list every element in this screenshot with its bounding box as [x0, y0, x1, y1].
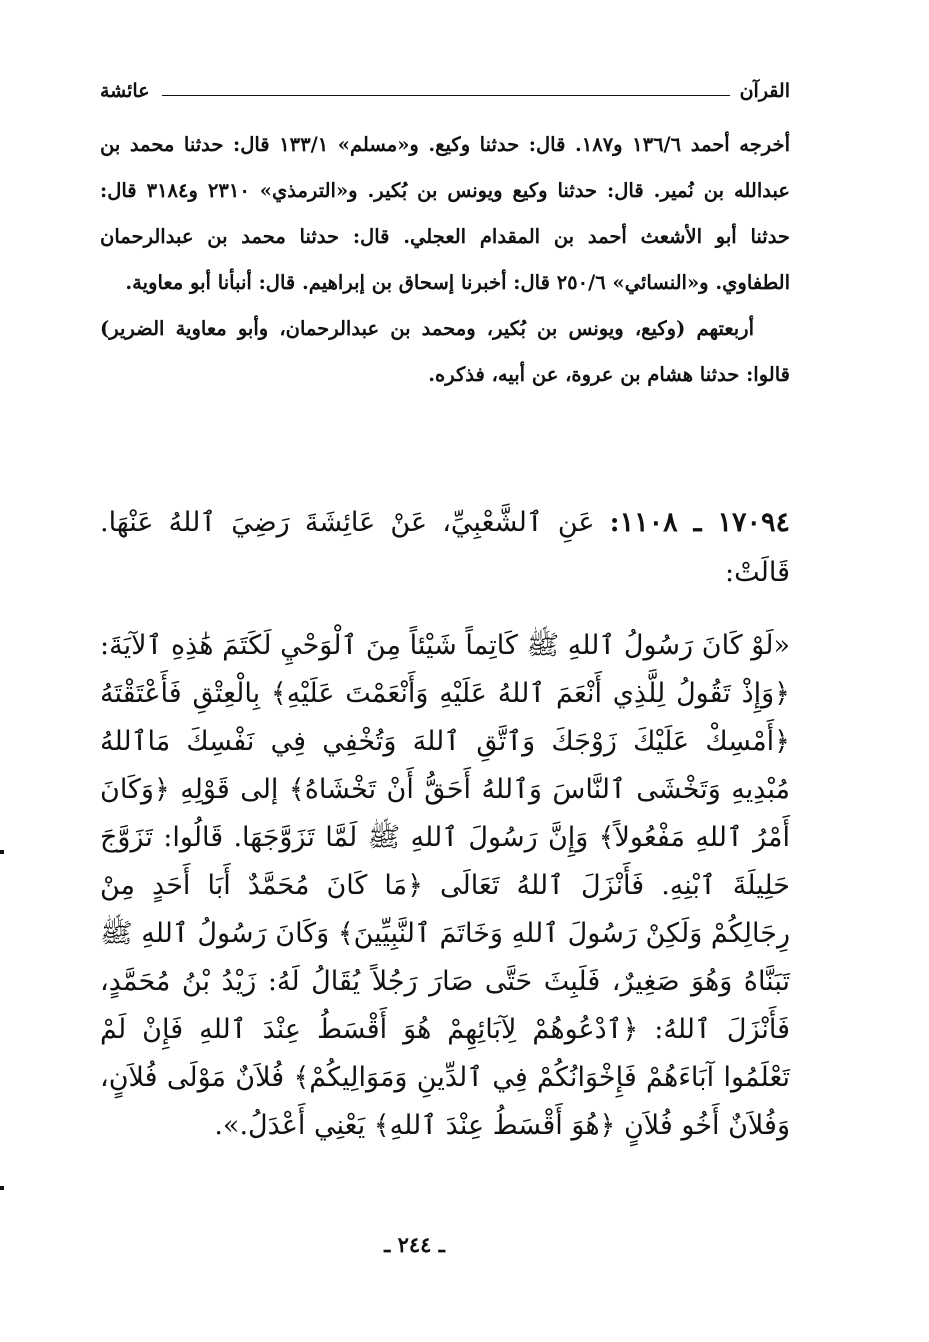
- hadith-number: ١٧٠٩٤ ـ ١١٠٨:: [609, 507, 790, 538]
- references-paragraph: أخرجه أحمد ١٣٦/٦ و١٨٧. قال: حدثنا وكيع. و«مسلم» ١٣٣/١ قال: حدثنا محمد بن عبدالله بن نُمير. قال: حدثنا وكيع ويونس بن بُكير. و«الترمذي» ٢٣١٠ و٣١٨٤ قال: حدثنا أبو الأشعث أحمد بن المقدام العجلي. قال: حدثنا محمد بن عبدالرحمان الطفاوي. و«النسائي» ٢٥٠/٦ قال: أخبرنا إسحاق بن إبراهيم. قال: أنبأنا أبو معاوية.: [100, 133, 790, 294]
- scan-margin-mark: [0, 1186, 4, 1190]
- scan-margin-mark: [0, 850, 4, 854]
- header-chapter-title: عائشة: [100, 80, 150, 102]
- header-rule: [162, 95, 730, 96]
- takhrij-notes: [100, 122, 790, 398]
- narrators-paragraph: أربعتهم (وكيع، ويونس بن بُكير، ومحمد بن عبدالرحمان، وأبو معاوية الضرير) قالوا: حدثنا هشام بن عروة، عن أبيه، فذكره.: [100, 317, 790, 386]
- header-book-title: القرآن: [739, 80, 790, 102]
- page-number: ـ ٢٤٤ ـ: [384, 1232, 445, 1257]
- hadith-heading: [100, 498, 790, 598]
- running-header: [100, 80, 790, 110]
- hadith-isnad: عَنِ ٱلشَّعْبِيِّ، عَنْ عَائِشَةَ رَضِيَ ٱللهُ عَنْهَا. قَالَتْ:: [100, 507, 790, 588]
- hadith-block: [100, 498, 790, 1150]
- hadith-text: «لَوْ كَانَ رَسُولُ ٱللهِ ﷺ كَاتِماً شَيْئاً مِنَ ٱلْوَحْيِ لَكَتَمَ هَٰذِهِ ٱلآيَةَ: ﴿وَإِذْ تَقُولُ لِلَّذِي أَنْعَمَ ٱللهُ عَلَيْهِ وَأَنْعَمْتَ عَلَيْهِ﴾ بِالْعِتْقِ فَأَعْتَقْتَهُ ﴿أَمْسِكْ عَلَيْكَ زَوْجَكَ وَٱتَّقِ ٱللهَ وَتُخْفِي فِي نَفْسِكَ مَاٱللهُ مُبْدِيهِ وَتَخْشَى ٱلنَّاسَ وَٱللهُ أَحَقُّ أَنْ تَخْشَاهُ﴾ إلى قَوْلِهِ ﴿وَكَانَ أَمْرُ ٱللهِ مَفْعُولاً﴾ وَإِنَّ رَسُولَ ٱللهِ ﷺ لَمَّا تَزَوَّجَهَا. قَالُوا: تَزَوَّجَ حَلِيلَةَ ٱبْنِهِ. فَأَنْزَلَ ٱللهُ تَعَالَى ﴿مَا كَانَ مُحَمَّدٌ أَبَا أَحَدٍ مِنْ رِجَالِكُمْ وَلَكِنْ رَسُولَ ٱللهِ وَخَاتَمَ ٱلنَّبِيِّينَ﴾ وَكَانَ رَسُولُ ٱللهِ ﷺ تَبَنَّاهُ وَهُوَ صَغِيرٌ، فَلَبِثَ حَتَّى صَارَ رَجُلاً يُقَالُ لَهُ: زَيْدُ بْنُ مُحَمَّدٍ، فَأَنْزَلَ ٱللهُ: ﴿ٱدْعُوهُمْ لِآبَائِهِمْ هُوَ أَقْسَطُ عِنْدَ ٱللهِ فَإِنْ لَمْ تَعْلَمُوا آبَاءَهُمْ فَإِخْوَانُكُمْ فِي ٱلدِّينِ وَمَوَالِيكُمْ﴾ فُلاَنٌ مَوْلَى فُلاَنٍ، وَفُلاَنٌ أَخُو فُلاَنٍ ﴿هُوَ أَقْسَطُ عِنْدَ ٱللهِ﴾ يَعْنِي أَعْدَلُ.».: [100, 630, 790, 1141]
